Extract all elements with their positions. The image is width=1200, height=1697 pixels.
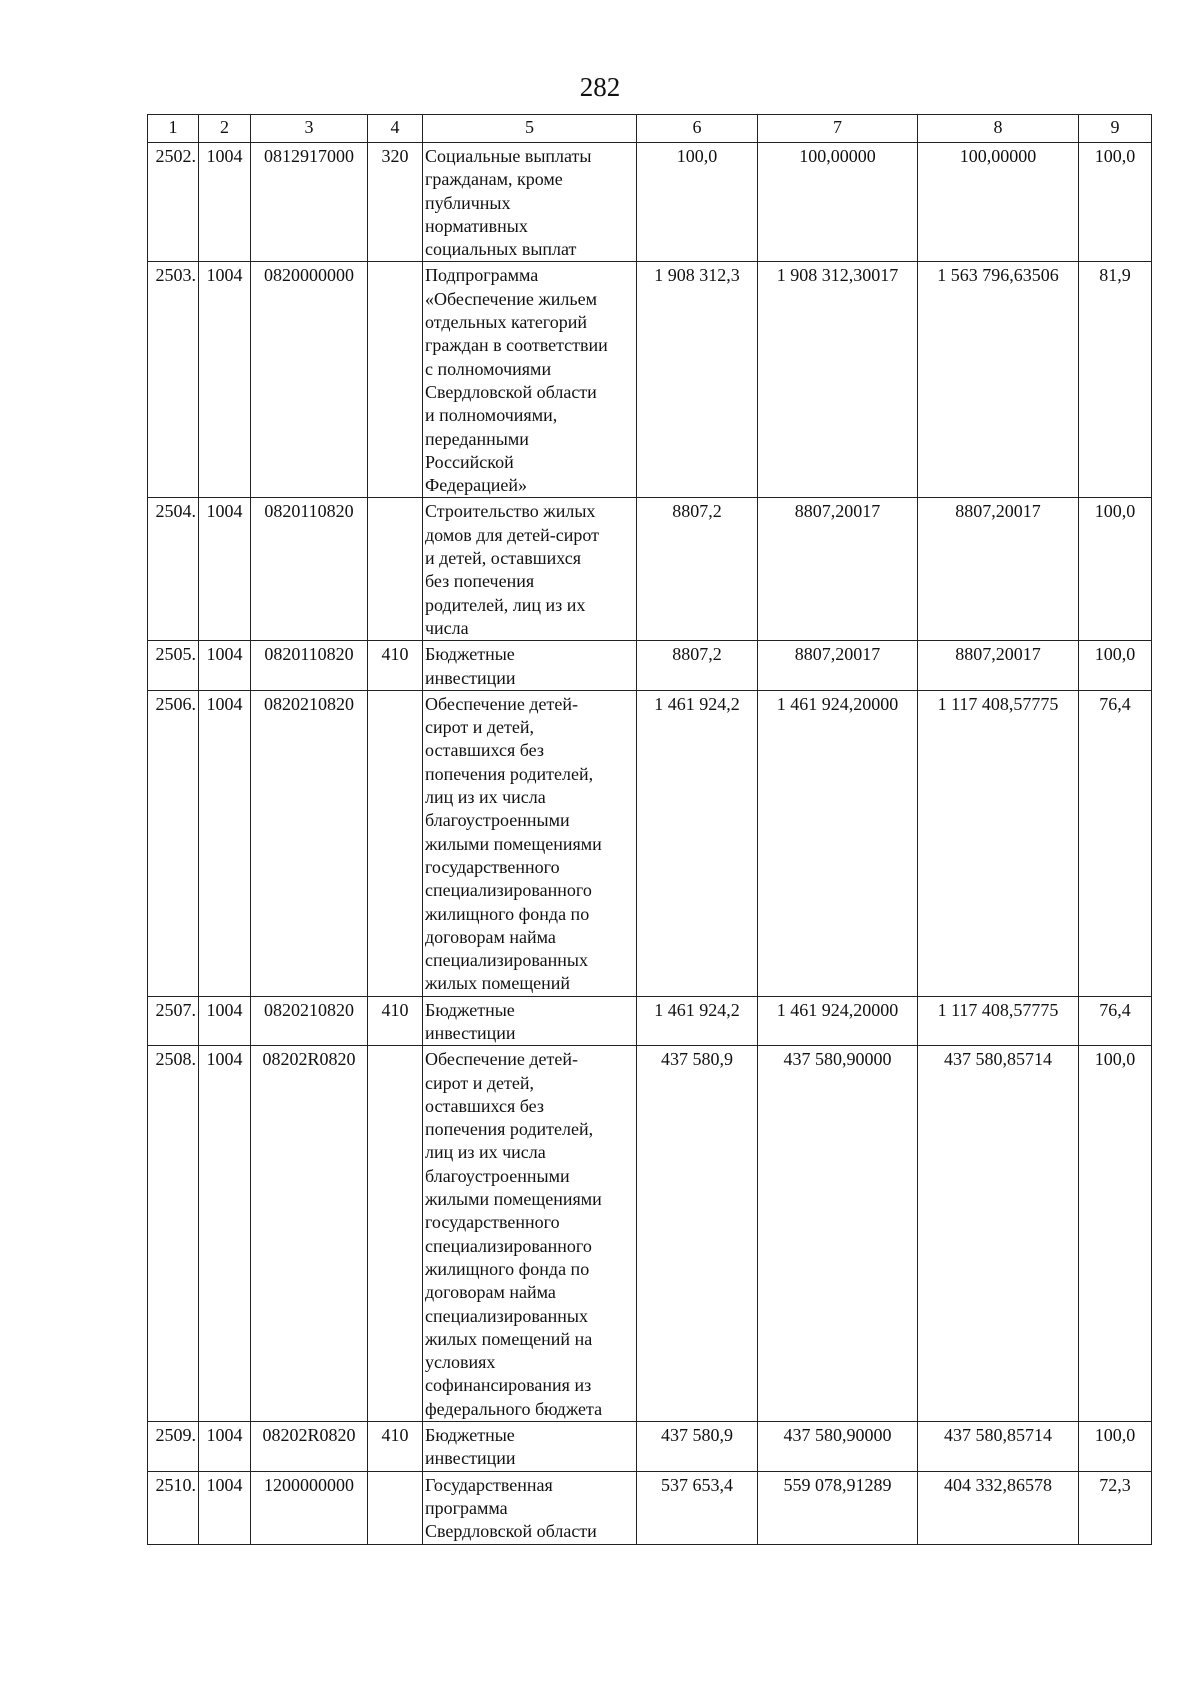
section-code-cell: 1004 (199, 996, 251, 1046)
description-line: оставшихся без (425, 1095, 544, 1116)
table-row (148, 498, 1152, 641)
description-line: специализированного (425, 1235, 592, 1256)
table-body (148, 143, 1152, 1545)
description-line: нормативных (425, 215, 528, 236)
value-col6-cell: 1 461 924,2 (637, 996, 758, 1046)
expense-type-cell: 410 (368, 641, 423, 691)
header-cell: 1 (148, 115, 199, 143)
row-number-cell: 2510. (148, 1471, 199, 1544)
section-code-cell: 1004 (199, 143, 251, 262)
description-cell (423, 1422, 637, 1472)
description-line: федерального бюджета (425, 1398, 603, 1419)
header-cell: 4 (368, 115, 423, 143)
description-line: договорам найма (425, 1282, 556, 1303)
description-line: инвестиции (425, 667, 516, 688)
description-line: «Обеспечение жильем (425, 288, 597, 309)
value-col7-cell: 1 908 312,30017 (758, 262, 918, 498)
value-col6-cell: 437 580,9 (637, 1046, 758, 1422)
description-line: Бюджетные (425, 999, 515, 1020)
description-line: числа (425, 617, 469, 638)
value-col8-cell: 8807,20017 (918, 498, 1079, 641)
section-code-cell: 1004 (199, 1422, 251, 1472)
description-line: жилых помещений на (425, 1328, 593, 1349)
description-line: оставшихся без (425, 740, 544, 761)
value-col7-cell: 437 580,90000 (758, 1422, 918, 1472)
row-number-cell: 2504. (148, 498, 199, 641)
header-cell: 7 (758, 115, 918, 143)
budget-table (147, 114, 1152, 1545)
value-col7-cell: 437 580,90000 (758, 1046, 918, 1422)
expense-type-cell (368, 1471, 423, 1544)
value-col7-cell: 559 078,91289 (758, 1471, 918, 1544)
table-row (148, 1422, 1152, 1472)
header-cell: 8 (918, 115, 1079, 143)
description-line: Свердловской области (425, 381, 597, 402)
description-line: договорам найма (425, 926, 556, 947)
value-col8-cell: 1 117 408,57775 (918, 996, 1079, 1046)
value-col9-cell: 100,0 (1079, 1422, 1152, 1472)
header-row (148, 115, 1152, 143)
value-col6-cell: 537 653,4 (637, 1471, 758, 1544)
description-line: государственного (425, 856, 560, 877)
value-col8-cell: 437 580,85714 (918, 1046, 1079, 1422)
value-col6-cell: 1 908 312,3 (637, 262, 758, 498)
target-code-cell: 0820110820 (251, 498, 368, 641)
section-code-cell: 1004 (199, 641, 251, 691)
description-line: отдельных категорий (425, 312, 588, 333)
expense-type-cell: 410 (368, 1422, 423, 1472)
description-line: переданными (425, 428, 529, 449)
description-cell (423, 1471, 637, 1544)
value-col6-cell: 1 461 924,2 (637, 690, 758, 996)
description-line: жилищного фонда по (425, 903, 590, 924)
value-col8-cell: 1 117 408,57775 (918, 690, 1079, 996)
expense-type-cell (368, 1046, 423, 1422)
section-code-cell: 1004 (199, 262, 251, 498)
table-row (148, 690, 1152, 996)
description-line: жилыми помещениями (425, 1189, 602, 1210)
description-line: домов для детей-сирот (425, 524, 600, 545)
target-code-cell: 1200000000 (251, 1471, 368, 1544)
description-line: лиц из их числа (425, 1142, 546, 1163)
value-col7-cell: 100,00000 (758, 143, 918, 262)
description-cell (423, 143, 637, 262)
value-col8-cell: 100,00000 (918, 143, 1079, 262)
section-code-cell: 1004 (199, 498, 251, 641)
description-line: сирот и детей, (425, 1072, 535, 1093)
table-row (148, 262, 1152, 498)
description-line: Подпрограмма (425, 265, 539, 286)
description-line: Социальные выплаты (425, 146, 592, 166)
description-line: с полномочиями (425, 358, 552, 379)
description-line: Обеспечение детей- (425, 1049, 578, 1070)
value-col9-cell: 100,0 (1079, 1046, 1152, 1422)
target-code-cell: 0820210820 (251, 690, 368, 996)
description-line: жилых помещений (425, 973, 571, 994)
description-line: попечения родителей, (425, 763, 594, 784)
value-col8-cell: 404 332,86578 (918, 1471, 1079, 1544)
description-line: сирот и детей, (425, 717, 535, 738)
value-col8-cell: 1 563 796,63506 (918, 262, 1079, 498)
table-row (148, 641, 1152, 691)
target-code-cell: 0820110820 (251, 641, 368, 691)
section-code-cell: 1004 (199, 1046, 251, 1422)
target-code-cell: 0820210820 (251, 996, 368, 1046)
row-number-cell: 2503. (148, 262, 199, 498)
row-number-cell: 2509. (148, 1422, 199, 1472)
value-col6-cell: 437 580,9 (637, 1422, 758, 1472)
value-col6-cell: 100,0 (637, 143, 758, 262)
description-line: Обеспечение детей- (425, 693, 578, 714)
target-code-cell: 08202R0820 (251, 1422, 368, 1472)
table-row (148, 143, 1152, 262)
value-col9-cell: 100,0 (1079, 641, 1152, 691)
description-cell (423, 498, 637, 641)
description-cell (423, 1046, 637, 1422)
description-line: Бюджетные (425, 1425, 515, 1446)
expense-type-cell (368, 262, 423, 498)
description-line: жилыми помещениями (425, 833, 602, 854)
value-col8-cell: 437 580,85714 (918, 1422, 1079, 1472)
description-line: софинансирования из (425, 1375, 592, 1396)
description-cell (423, 996, 637, 1046)
row-number-cell: 2508. (148, 1046, 199, 1422)
description-line: программа (425, 1497, 508, 1518)
description-line: без попечения (425, 571, 535, 592)
description-line: специализированных (425, 950, 588, 971)
description-line: специализированных (425, 1305, 588, 1326)
description-line: инвестиции (425, 1448, 516, 1469)
value-col9-cell: 76,4 (1079, 690, 1152, 996)
description-cell (423, 641, 637, 691)
description-line: гражданам, кроме (425, 169, 563, 190)
description-line: Строительство жилых (425, 501, 596, 522)
description-line: Российской (425, 451, 514, 472)
value-col7-cell: 1 461 924,20000 (758, 996, 918, 1046)
row-number-cell: 2505. (148, 641, 199, 691)
value-col9-cell: 100,0 (1079, 143, 1152, 262)
value-col8-cell: 8807,20017 (918, 641, 1079, 691)
value-col6-cell: 8807,2 (637, 498, 758, 641)
expense-type-cell: 320 (368, 143, 423, 262)
description-line: Федерацией» (425, 475, 527, 496)
description-line: родителей, лиц из их (425, 594, 586, 615)
description-line: публичных (425, 192, 511, 213)
target-code-cell: 0812917000 (251, 143, 368, 262)
description-line: жилищного фонда по (425, 1258, 590, 1279)
description-line: благоустроенными (425, 1165, 570, 1186)
row-number-cell: 2506. (148, 690, 199, 996)
value-col9-cell: 72,3 (1079, 1471, 1152, 1544)
description-line: Бюджетные (425, 644, 515, 665)
row-number-cell: 2502. (148, 143, 199, 262)
row-number-cell: 2507. (148, 996, 199, 1046)
table-row (148, 1471, 1152, 1544)
header-cell: 6 (637, 115, 758, 143)
header-cell: 3 (251, 115, 368, 143)
description-line: инвестиции (425, 1022, 516, 1043)
description-cell (423, 262, 637, 498)
description-line: социальных выплат (425, 239, 577, 260)
page-number: 282 (579, 72, 621, 102)
value-col9-cell: 81,9 (1079, 262, 1152, 498)
section-code-cell: 1004 (199, 690, 251, 996)
description-line: условиях (425, 1352, 496, 1373)
description-cell (423, 690, 637, 996)
expense-type-cell (368, 498, 423, 641)
value-col6-cell: 8807,2 (637, 641, 758, 691)
description-line: государственного (425, 1212, 560, 1233)
header-cell: 9 (1079, 115, 1152, 143)
expense-type-cell: 410 (368, 996, 423, 1046)
table-row (148, 1046, 1152, 1422)
description-line: и полномочиями, (425, 405, 558, 426)
target-code-cell: 08202R0820 (251, 1046, 368, 1422)
description-line: и детей, оставшихся (425, 548, 582, 569)
value-col7-cell: 1 461 924,20000 (758, 690, 918, 996)
target-code-cell: 0820000000 (251, 262, 368, 498)
value-col9-cell: 76,4 (1079, 996, 1152, 1046)
header-cell: 2 (199, 115, 251, 143)
value-col9-cell: 100,0 (1079, 498, 1152, 641)
description-line: Государственная (425, 1474, 553, 1495)
expense-type-cell (368, 690, 423, 996)
description-line: граждан в соответствии (425, 335, 608, 356)
description-line: попечения родителей, (425, 1119, 594, 1140)
table-row (148, 996, 1152, 1046)
section-code-cell: 1004 (199, 1471, 251, 1544)
description-line: благоустроенными (425, 810, 570, 831)
description-line: лиц из их числа (425, 787, 546, 808)
value-col7-cell: 8807,20017 (758, 498, 918, 641)
description-line: специализированного (425, 880, 592, 901)
description-line: Свердловской области (425, 1521, 597, 1542)
header-cell: 5 (423, 115, 637, 143)
value-col7-cell: 8807,20017 (758, 641, 918, 691)
